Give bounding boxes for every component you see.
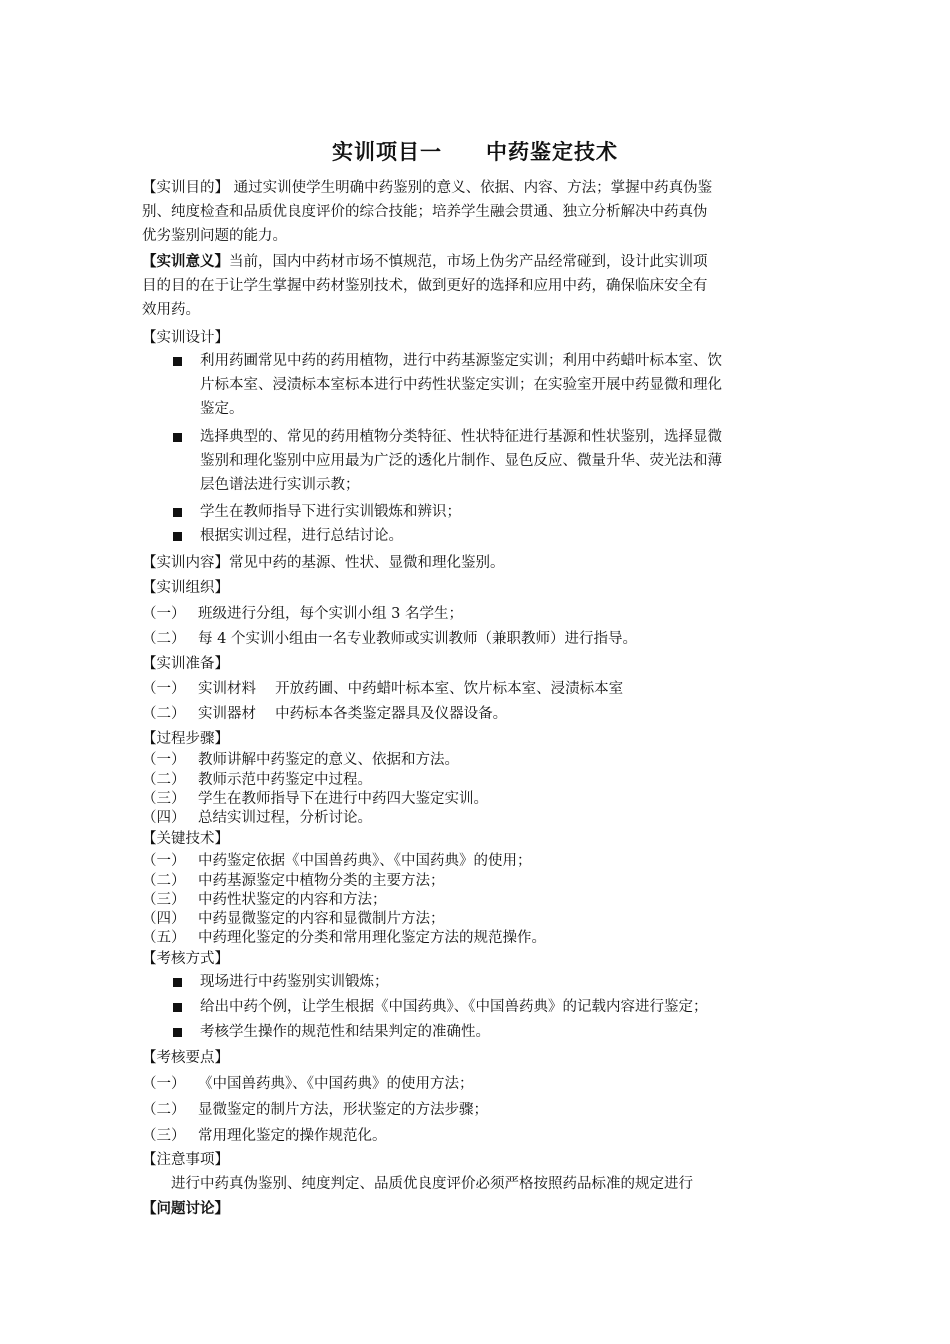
text-line: 通过实训使学生明确中药鉴别的意义、依据、内容、方法；掌握中药真伪鉴 — [233, 180, 713, 196]
list-item: 学生在教师指导下进行实训锻炼和辨识； — [200, 500, 808, 524]
text-line: 进行中药真伪鉴别、纯度判定、品质优良度评价必须严格按照药品标准的规定进行 — [171, 1176, 693, 1192]
section-label-notes: 【注意事项】 — [142, 1152, 229, 1168]
list-item: 考核学生操作的规范性和结果判定的准确性。 — [200, 1020, 808, 1044]
bullet-square-icon — [173, 508, 182, 517]
text-line: 别、纯度检查和品质优良度评价的综合技能；培养学生融会贯通、独立分析解决中药真伪 — [142, 204, 708, 220]
bullet-square-icon — [173, 357, 182, 366]
list-item: （一） 班级进行分组，每个实训小组 3 名学生； — [142, 606, 463, 622]
text-line: 优劣鉴别问题的能力。 — [142, 228, 287, 244]
list-item: （一） 中药鉴定依据《中国兽药典》、《中国药典》的使用； — [142, 853, 532, 869]
section-label-organization: 【实训组织】 — [142, 580, 229, 596]
list-item: 选择典型的、常见的药用植物分类特征、性状特征进行基源和性状鉴别，选择显微 鉴别和理化鉴别中应用最为广泛的透化片制作、显色反应、微量升华、荧光法和薄 层色谱法进行实训示教； — [200, 425, 808, 497]
section-label-discussion: 【问题讨论】 — [142, 1200, 229, 1217]
list-item: （三） 学生在教师指导下在进行中药四大鉴定实训。 — [142, 791, 488, 807]
list-item: （一） 教师讲解中药鉴定的意义、依据和方法。 — [142, 752, 459, 768]
list-item: （二） 实训器材 中药标本各类鉴定器具及仪器设备。 — [142, 706, 508, 722]
list-item: （二） 教师示范中药鉴定中过程。 — [142, 772, 372, 788]
list-item: 根据实训过程，进行总结讨论。 — [200, 524, 808, 548]
list-item: （二） 显微鉴定的制片方法，形状鉴定的方法步骤； — [142, 1102, 488, 1118]
bullet-square-icon — [173, 1003, 182, 1012]
bullet-square-icon — [173, 978, 182, 987]
section-label-assess-points: 【考核要点】 — [142, 1050, 229, 1066]
list-item: （四） 中药显微鉴定的内容和显微制片方法； — [142, 911, 445, 927]
bullet-square-icon — [173, 433, 182, 442]
section-label-preparation: 【实训准备】 — [142, 656, 229, 672]
list-item: （二） 中药基源鉴定中植物分类的主要方法； — [142, 873, 445, 889]
section-label-assessment: 【考核方式】 — [142, 951, 229, 967]
list-item: （三） 常用理化鉴定的操作规范化。 — [142, 1128, 387, 1144]
text-line: 效用药。 — [142, 302, 200, 318]
list-item: （五） 中药理化鉴定的分类和常用理化鉴定方法的规范操作。 — [142, 930, 546, 946]
section-purpose — [142, 176, 808, 248]
list-item: （二） 每 4 个实训小组由一名专业教师或实训教师（兼职教师）进行指导。 — [142, 631, 637, 647]
list-item: （四） 总结实训过程，分析讨论。 — [142, 810, 372, 826]
text-line: 目的目的在于让学生掌握中药材鉴别技术，做到更好的选择和应用中药，确保临床安全有 — [142, 278, 708, 294]
section-label: 【实训内容】 — [142, 555, 229, 571]
section-label-design: 【实训设计】 — [142, 330, 229, 346]
section-label: 【实训意义】 — [142, 253, 229, 270]
text-line: 当前，国内中药材市场不慎规范，市场上伪劣产品经常碰到，设计此实训项 — [229, 254, 708, 270]
page-title: 实训项目一 中药鉴定技术 — [332, 140, 618, 164]
section-label-process: 【过程步骤】 — [142, 731, 229, 747]
list-item: （三） 中药性状鉴定的内容和方法； — [142, 892, 387, 908]
section-label-key-tech: 【关键技术】 — [142, 831, 229, 847]
bullet-square-icon — [173, 532, 182, 541]
list-item: 给出中药个例，让学生根据《中国药典》、《中国兽药典》的记载内容进行鉴定； — [200, 995, 808, 1019]
text-line: 常见中药的基源、性状、显微和理化鉴别。 — [229, 555, 505, 571]
section-content — [142, 551, 505, 572]
list-item: （一） 《中国兽药典》、《中国药典》的使用方法； — [142, 1076, 474, 1092]
bullet-square-icon — [173, 1028, 182, 1037]
list-item: 利用药圃常见中药的药用植物，进行中药基源鉴定实训；利用中药蜡叶标本室、饮 片标本室、浸渍标本室标本进行中药性状鉴定实训；在实验室开展中药显微和理化 鉴定。 — [200, 349, 808, 421]
section-label: 【实训目的】 — [142, 180, 229, 196]
list-item: （一） 实训材料 开放药圃、中药蜡叶标本室、饮片标本室、浸渍标本室 — [142, 681, 624, 697]
section-significance — [142, 250, 808, 322]
list-item: 现场进行中药鉴别实训锻炼； — [200, 970, 808, 994]
